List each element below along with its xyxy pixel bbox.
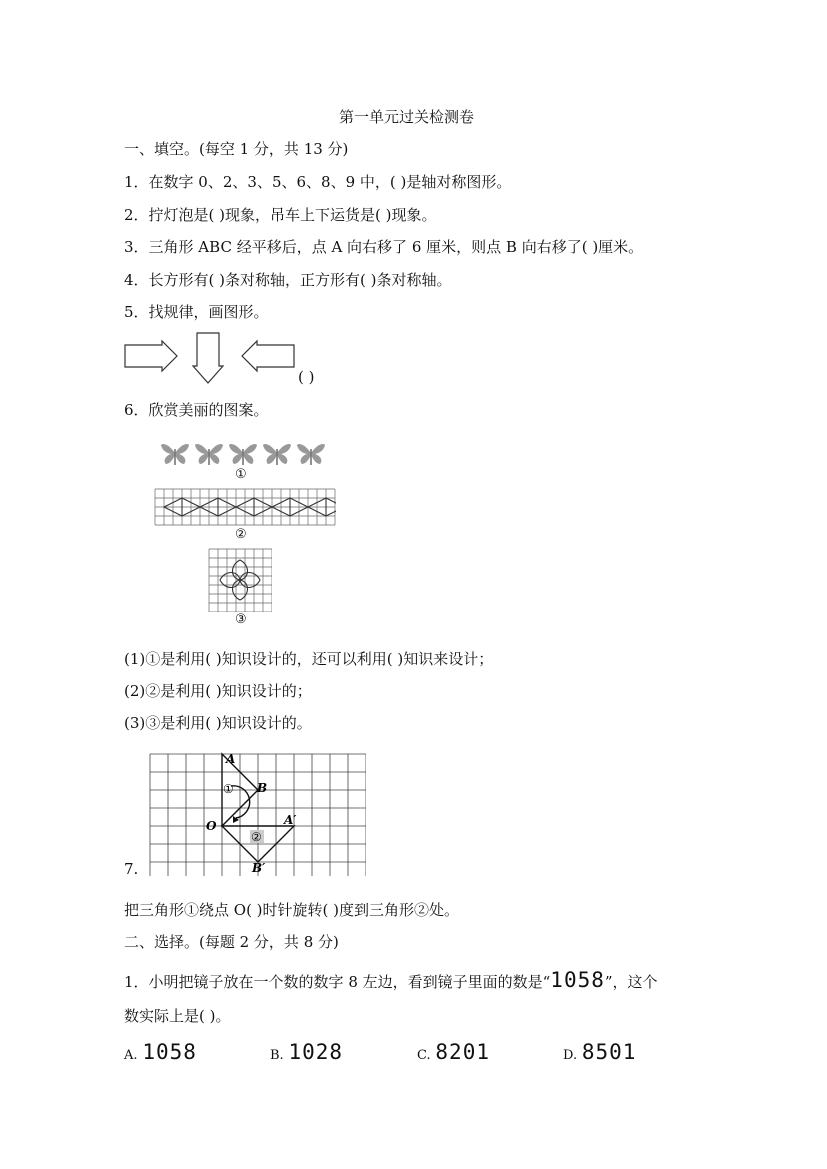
option-b[interactable] <box>270 1040 343 1064</box>
label-B-prime: B′ <box>252 861 266 875</box>
arrow-pattern-figure <box>122 330 302 388</box>
question-1-6: 6．欣赏美丽的图案。 <box>124 401 269 419</box>
question-1-5: 5．找规律，画图形。 <box>124 303 269 321</box>
option-b-value: 1028 <box>288 1040 344 1064</box>
question-2-1-line-1 <box>124 968 658 992</box>
rotation-grid-figure <box>142 746 366 876</box>
right-arrow-shape <box>125 341 177 371</box>
label-B: B <box>257 781 268 795</box>
butterfly-icon <box>195 444 223 465</box>
option-d-letter: D. <box>563 1048 578 1063</box>
option-a[interactable] <box>124 1040 197 1064</box>
question-1-6-part-2: (2)②是利用( )知识设计的； <box>124 682 312 700</box>
flower-grid-figure <box>208 548 272 612</box>
question-1-7-number: 7. <box>124 860 139 878</box>
option-c-letter: C. <box>417 1048 431 1063</box>
question-2-1-text-post: ”，这个 <box>604 973 658 991</box>
down-arrow-shape <box>193 333 223 383</box>
label-A: A <box>226 752 236 766</box>
figure-label-2: ② <box>235 527 247 542</box>
option-c-value: 8201 <box>435 1040 490 1064</box>
question-2-1-text-pre: 1．小明把镜子放在一个数的数字 8 左边，看到镜子里面的数是“ <box>124 973 551 991</box>
question-2-1-line-2: 数实际上是( )。 <box>124 1007 231 1025</box>
mirror-number: 1058 <box>550 968 605 992</box>
label-O: O <box>206 819 217 833</box>
label-triangle-1: ① <box>223 782 234 796</box>
option-d[interactable] <box>563 1040 636 1064</box>
butterfly-icon <box>263 444 291 465</box>
option-b-letter: B. <box>270 1048 284 1063</box>
figure-label-1: ① <box>235 467 247 482</box>
question-1-2: 2．拧灯泡是( )现象，吊车上下运货是( )现象。 <box>124 206 437 224</box>
question-1-6-part-1: (1)①是利用( )知识设计的，还可以利用( )知识来设计； <box>124 650 494 668</box>
page-title: 第一单元过关检测卷 <box>339 108 475 126</box>
left-arrow-shape <box>242 341 294 371</box>
butterfly-row-figure <box>158 440 338 468</box>
option-a-letter: A. <box>124 1048 138 1063</box>
option-c[interactable] <box>417 1040 490 1064</box>
question-1-3: 3．三角形 ABC 经平移后，点 A 向右移了 6 厘米，则点 B 向右移了( )厘米。 <box>124 238 644 256</box>
question-1-1: 1．在数字 0、2、3、5、6、8、9 中，( )是轴对称图形。 <box>124 173 512 191</box>
label-triangle-2: ② <box>251 830 262 844</box>
butterfly-icon <box>297 444 325 465</box>
question-1-4: 4．长方形有( )条对称轴，正方形有( )条对称轴。 <box>124 271 452 289</box>
translation-strip-figure <box>154 488 336 526</box>
question-1-6-part-3: (3)③是利用( )知识设计的。 <box>124 714 312 732</box>
section1-heading: 一、填空。(每空 1 分，共 13 分) <box>124 140 349 158</box>
butterfly-icon <box>161 444 189 465</box>
question-1-7: 把三角形①绕点 O( )时针旋转( )度到三角形②处。 <box>124 901 460 919</box>
option-d-value: 8501 <box>581 1040 637 1064</box>
butterfly-icon <box>229 444 257 465</box>
section2-heading: 二、选择。(每题 2 分，共 8 分) <box>124 933 339 951</box>
figure-label-3: ③ <box>235 612 247 627</box>
question-1-5-answer-blank: ( ) <box>298 368 315 386</box>
label-A-prime: A′ <box>284 813 297 827</box>
option-a-value: 1058 <box>142 1040 197 1064</box>
